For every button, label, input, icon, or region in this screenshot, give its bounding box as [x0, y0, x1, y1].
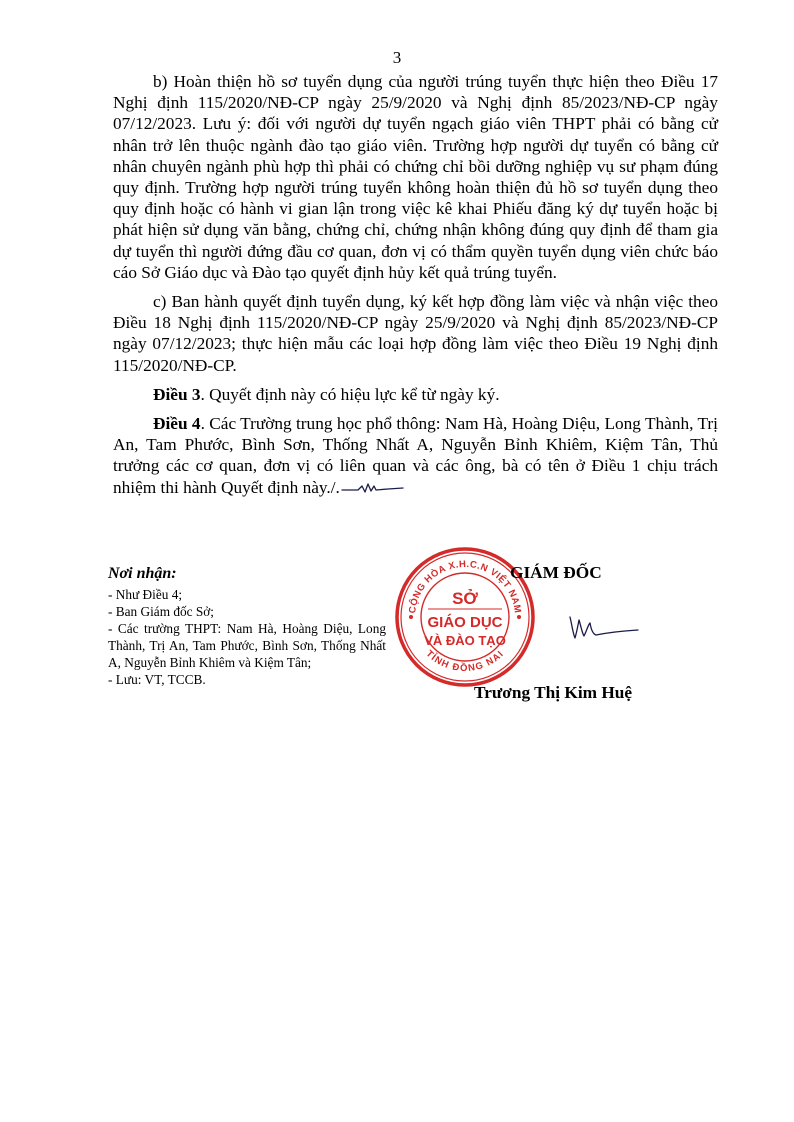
- article-4-label: Điều 4: [153, 414, 201, 434]
- recipient-item: - Như Điều 4;: [108, 587, 183, 602]
- svg-text:CỘNG HÒA X.H.C.N VIỆT NAM: CỘNG HÒA X.H.C.N VIỆT NAM: [407, 558, 523, 615]
- page-number: 3: [392, 48, 402, 67]
- svg-text:TỈNH ĐỒNG NAI: TỈNH ĐỒNG NAI: [423, 648, 507, 675]
- svg-text:VÀ ĐÀO TẠO: VÀ ĐÀO TẠO: [424, 633, 506, 648]
- recipients-title: Nơi nhận:: [108, 565, 177, 582]
- article-3-label: Điều 3: [153, 384, 201, 404]
- svg-text:GIÁO DỤC: GIÁO DỤC: [427, 614, 503, 631]
- paragraph-c: c) Ban hành quyết định tuyển dụng, ký kết hợp đồng làm việc và nhận việc theo Điều 18 Nghị định 115/2020/NĐ-CP ngày 25/9/2020 và Nghị định 85/2023/NĐ-CP ngày 07/12/2023; thực hiện mẫu các loại hợp đồng làm việc theo Điều 19 Nghị định 115/2020/NĐ-CP.: [113, 292, 718, 375]
- recipients-block: [108, 564, 386, 688]
- paragraph-b: b) Hoàn thiện hồ sơ tuyển dụng của người trúng tuyển thực hiện theo Điều 17 Nghị định 115/2020/NĐ-CP ngày 25/9/2020 và Nghị định 85/2023/NĐ-CP ngày 07/12/2023. Lưu ý: đối với người dự tuyển ngạch giáo viên THPT phải có bằng cử nhân trở lên thuộc ngành đào tạo giáo viên. Trường hợp người dự tuyển có bằng cử nhân chuyên ngành phù hợp thì phải có chứng chỉ bồi dưỡng nghiệp vụ sư phạm đúng quy định. Trường hợp người trúng tuyển không hoàn thiện đủ hồ sơ tuyển dụng theo quy định hoặc có hành vi gian lận trong việc kê khai Phiếu đăng ký dự tuyển hoặc bị phát hiện sử dụng văn bằng, chứng chỉ, chứng nhận không đúng quy định để tham gia dự tuyển thì người đứng đầu cơ quan, đơn vị có thẩm quyền tuyển dụng viên chức báo cáo Sở Giáo dục và Đào tạo quyết định hủy kết quả trúng tuyển.: [113, 72, 718, 282]
- recipients-list: [108, 586, 386, 688]
- recipient-item: - Các trường THPT: Nam Hà, Hoàng Diệu, Long Thành, Trị An, Tam Phước, Bình Sơn, Thống Nhất A, Nguyễn Bỉnh Khiêm và Kiệm Tân;: [108, 621, 386, 670]
- article-3-text: . Quyết định này có hiệu lực kể từ ngày ký.: [200, 384, 500, 404]
- recipient-item: - Ban Giám đốc Sở;: [108, 604, 215, 619]
- handwritten-signature: [566, 601, 642, 647]
- document-body: [113, 71, 718, 498]
- article-4-text: . Các Trường trung học phổ thông: Nam Hà, Hoàng Diệu, Long Thành, Trị An, Tam Phước, Bình Sơn, Thống Nhất A, Nguyễn Bỉnh Khiêm, Kiệm Tân, Thủ trưởng các cơ quan, đơn vị có liên quan và các ông, bà có tên ở Điều 1 chịu trách nhiệm thi hành Quyết định này./.: [113, 414, 718, 497]
- article-3: [113, 384, 718, 405]
- svg-text:SỞ: SỞ: [452, 589, 478, 608]
- article-4: [113, 413, 718, 498]
- initial-signature-mark: [340, 477, 406, 495]
- signer-title: GIÁM ĐỐC: [510, 563, 602, 582]
- signer-name: Trương Thị Kim Huệ: [474, 683, 633, 702]
- recipient-item: - Lưu: VT, TCCB.: [108, 672, 206, 687]
